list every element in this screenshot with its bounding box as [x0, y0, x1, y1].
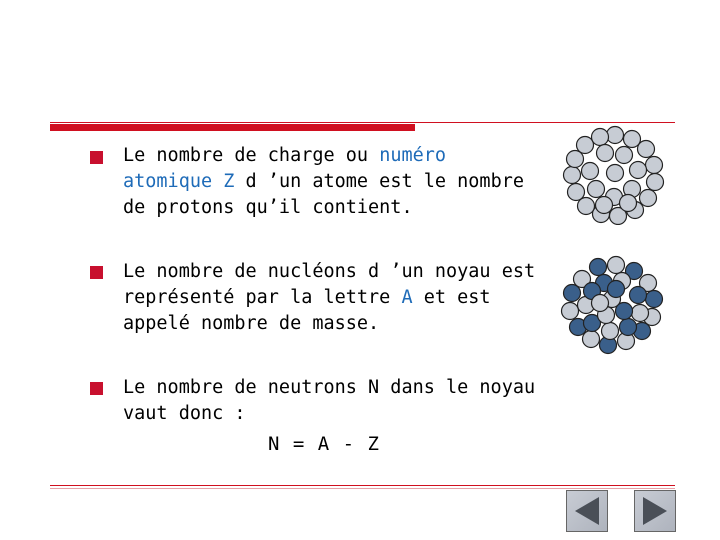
- proton-ball: [632, 305, 649, 322]
- proton-ball: [583, 331, 600, 348]
- bullet-2: [90, 266, 103, 279]
- paragraph-atomic-number: [123, 143, 524, 221]
- proton-ball: [592, 129, 609, 146]
- nucleus-nucleons-illustration: [558, 255, 668, 355]
- bullet-1: [90, 151, 103, 164]
- proton-ball: [607, 165, 624, 182]
- bottom-divider-shadow: [50, 488, 675, 489]
- nucleus-protons-illustration: [560, 125, 670, 225]
- title-accent-bar: [50, 124, 415, 131]
- paragraph-neutron-number: [123, 375, 535, 427]
- next-slide-button[interactable]: [634, 490, 676, 532]
- proton-ball: [588, 181, 605, 198]
- proton-ball: [630, 162, 647, 179]
- p2-highlight-a: A: [401, 287, 413, 308]
- p2-line2-end: et est: [412, 287, 491, 308]
- triangle-left-icon: [567, 491, 607, 531]
- p2-line2-text: représenté par la lettre: [123, 287, 402, 308]
- proton-ball: [597, 145, 614, 162]
- triangle-right-icon: [635, 491, 675, 531]
- proton-ball: [596, 197, 613, 214]
- p2-line1-text: Le nombre de nucléons d ’un noyau est: [123, 261, 536, 282]
- neutron-ball: [630, 287, 647, 304]
- p1-line2-text: d ’un atome est le nombre: [234, 171, 524, 192]
- proton-ball: [568, 184, 585, 201]
- neutron-ball: [616, 303, 633, 320]
- proton-ball: [577, 137, 594, 154]
- neutron-ball: [646, 291, 663, 308]
- neutron-ball: [620, 319, 637, 336]
- top-divider: [50, 122, 675, 123]
- bullet-3: [90, 382, 103, 395]
- p1-highlight-numero: numéro: [379, 145, 447, 166]
- proton-ball: [582, 163, 599, 180]
- proton-ball: [646, 157, 663, 174]
- proton-ball: [640, 190, 657, 207]
- p3-line1-text: Le nombre de neutrons N dans le noyau: [123, 377, 536, 398]
- proton-ball: [620, 195, 637, 212]
- proton-ball: [607, 127, 624, 144]
- proton-ball: [564, 167, 581, 184]
- proton-ball: [638, 141, 655, 158]
- proton-ball: [592, 295, 609, 312]
- proton-ball: [608, 257, 625, 274]
- proton-ball: [602, 323, 619, 340]
- neutron-ball: [608, 281, 625, 298]
- p1-line3-text: de protons qu’il contient.: [123, 197, 413, 218]
- proton-ball: [647, 174, 664, 191]
- neutron-ball: [590, 259, 607, 276]
- p1-line1-text: Le nombre de charge ou: [123, 145, 380, 166]
- p3-line2-text: vaut donc :: [123, 403, 246, 424]
- p1-highlight-atomique-z: atomique Z: [123, 171, 235, 192]
- p2-line3-text: appelé nombre de masse.: [123, 313, 380, 334]
- formula-n-equals-a-minus-z: N = A - Z: [268, 433, 380, 455]
- paragraph-mass-number: [123, 259, 535, 337]
- proton-ball: [616, 147, 633, 164]
- proton-ball: [562, 303, 579, 320]
- bottom-divider: [50, 485, 675, 486]
- previous-slide-button[interactable]: [566, 490, 608, 532]
